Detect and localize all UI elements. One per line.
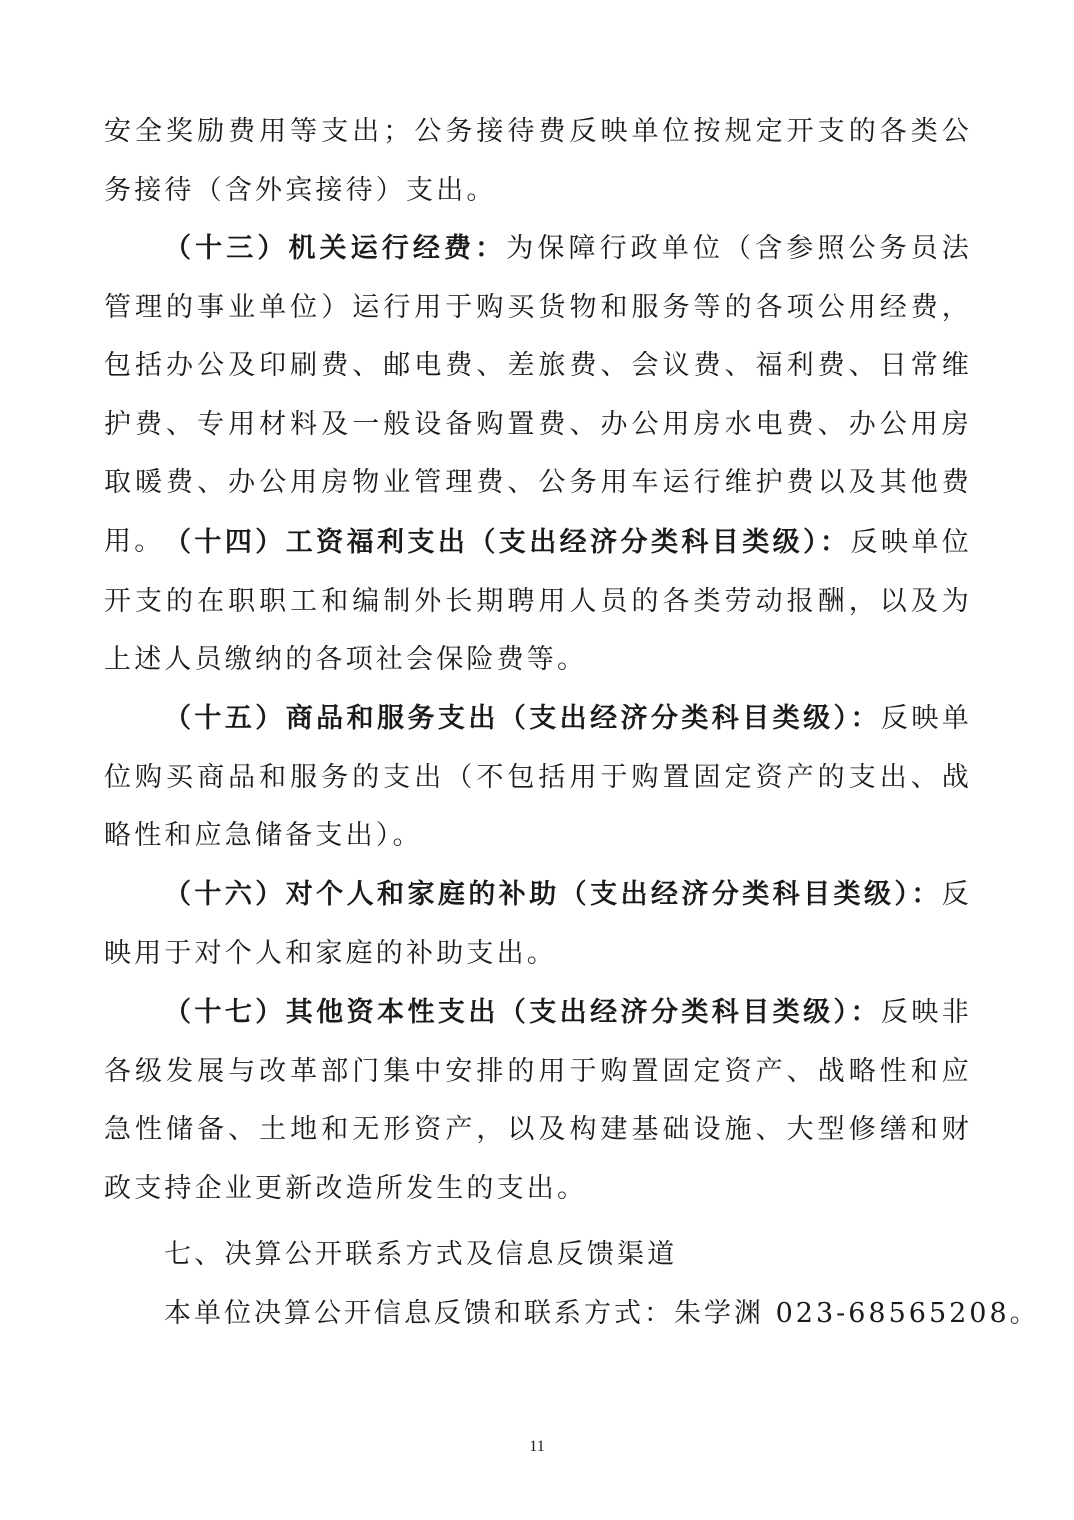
- contact-line: 本单位决算公开信息反馈和联系方式：朱学渊 023-68565208。: [164, 1298, 1040, 1329]
- paragraph-continuation: [104, 103, 972, 220]
- item-title: （十三）机关运行经费：: [164, 233, 507, 264]
- item-body: 反映用于对个人和家庭的补助支出。: [104, 879, 972, 969]
- item-title: （十七）其他资本性支出（支出经济分类科目类级）：: [164, 997, 881, 1028]
- paragraph-item-14: [104, 514, 972, 690]
- item-body: 反映单位开支的在职职工和编制外长期聘用人员的各类劳动报酬，以及为上述人员缴纳的各项社会保险费等。: [104, 527, 972, 676]
- item-body: 反映非各级发展与改革部门集中安排的用于购置固定资产、战略性和应急性储备、土地和无形资产，以及构建基础设施、大型修缮和财政支持企业更新改造所发生的支出。: [104, 997, 972, 1204]
- paragraph-text: 安全奖励费用等支出；公务接待费反映单位按规定开支的各类公务接待（含外宾接待）支出。: [104, 116, 972, 206]
- item-title: （十五）商品和服务支出（支出经济分类科目类级）：: [164, 703, 881, 734]
- item-title: （十六）对个人和家庭的补助（支出经济分类科目类级）：: [164, 879, 942, 910]
- item-body: 反映单位购买商品和服务的支出（不包括用于购置固定资产的支出、战略性和应急储备支出）。: [104, 703, 972, 852]
- section-heading: 七、决算公开联系方式及信息反馈渠道: [164, 1239, 678, 1270]
- page-number: 11: [529, 1438, 545, 1455]
- item-title: （十四）工资福利支出（支出经济分类科目类级）：: [164, 527, 851, 558]
- paragraph-item-17: [104, 984, 972, 1218]
- paragraph-item-15: [104, 690, 972, 866]
- paragraph-item-16: [104, 866, 972, 983]
- item-body: 为保障行政单位（含参照公务员法管理的事业单位）运行用于购买货物和服务等的各项公用经费，包括办公及印刷费、邮电费、差旅费、会议费、福利费、日常维护费、专用材料及一般设备购置费、办公用房水电费、办公用房取暖费、办公用房物业管理费、公务用车运行维护费以及其他费用。: [104, 233, 972, 557]
